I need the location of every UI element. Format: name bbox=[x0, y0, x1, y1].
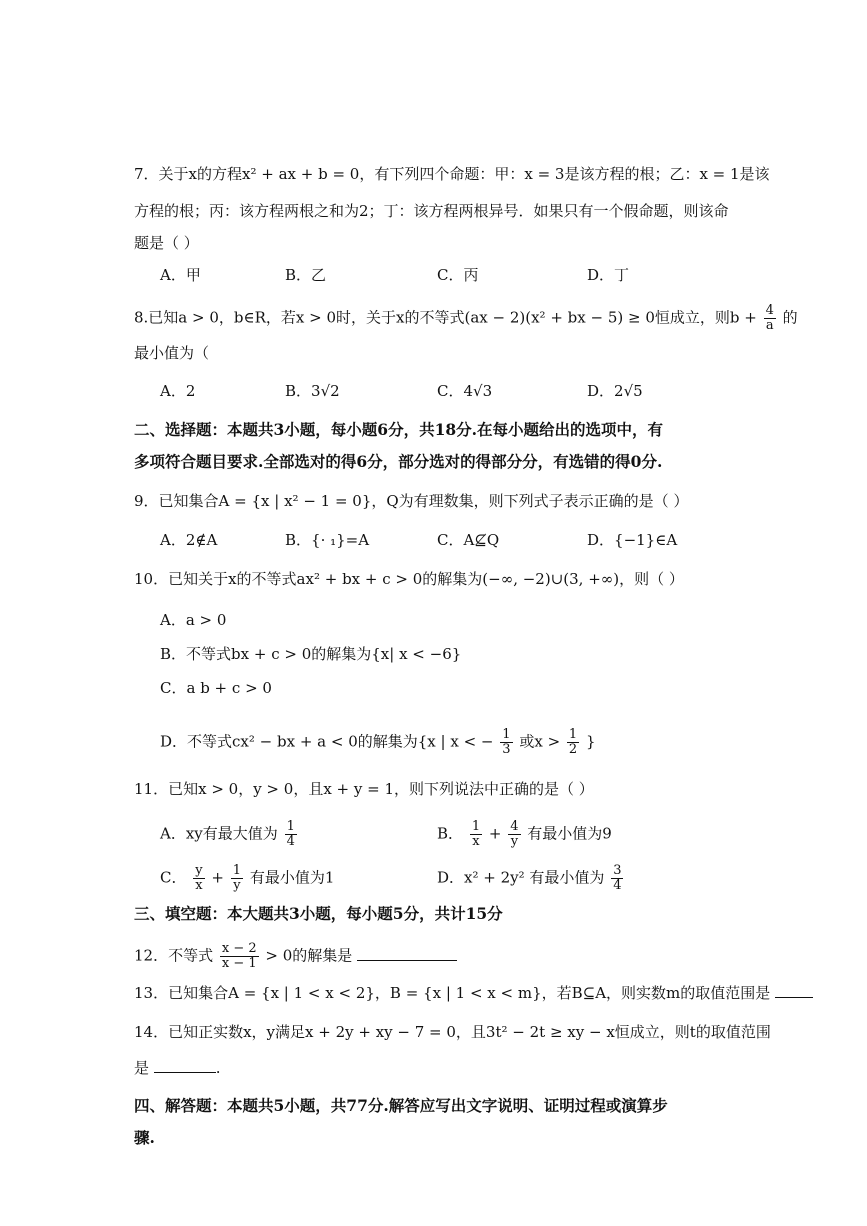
q7-line3: 题是（ ） bbox=[134, 234, 199, 252]
q11-optb-plus: + bbox=[488, 824, 502, 843]
q7-line2: 方程的根；丙：该方程两根之和为2；丁：该方程两根异号．如果只有一个假命题，则该命 bbox=[134, 202, 729, 220]
q11-optd-pre: D．x² + 2y² 有最小值为 bbox=[437, 868, 605, 887]
q10-line1: 10．已知关于x的不等式ax² + bx + c > 0的解集为(−∞, −2)∪(3, +∞)，则（ ） bbox=[134, 570, 684, 588]
q12-post: > 0的解集是 bbox=[265, 946, 353, 965]
q11-optc-frac1 bbox=[193, 864, 204, 893]
q11-option-b bbox=[437, 820, 612, 849]
q12-frac bbox=[220, 942, 259, 971]
q8-frac-num: 4 bbox=[765, 303, 774, 318]
q11-optc-frac2-den: y bbox=[233, 878, 241, 893]
q10-optd-frac2-den: 2 bbox=[568, 742, 578, 757]
q10-option-d bbox=[160, 728, 596, 757]
q14-line1: 14．已知正实数x，y满足x + 2y + xy − 7 = 0，且3t² − 2t ≥ xy − x恒成立，则t的取值范围 bbox=[134, 1023, 771, 1041]
q11-optc-frac2 bbox=[231, 864, 243, 893]
q12-line bbox=[134, 942, 457, 971]
q7-option-c: C．丙 bbox=[437, 266, 479, 284]
q8-frac-den: a bbox=[765, 318, 774, 333]
q7-option-d: D．丁 bbox=[587, 266, 630, 284]
q9-option-d: D．{−1}∈A bbox=[587, 531, 678, 549]
q7-option-b: B．乙 bbox=[285, 266, 327, 284]
q11-opta-frac bbox=[285, 820, 297, 849]
q12-frac-num: x − 2 bbox=[221, 941, 257, 956]
q8-option-a: A．2 bbox=[160, 382, 196, 400]
q13-answer-blank bbox=[775, 983, 813, 998]
section4-line2: 骤. bbox=[134, 1128, 155, 1147]
q10-option-c: C．a b + c > 0 bbox=[160, 679, 272, 697]
q11-optb-frac1-den: x bbox=[472, 834, 480, 849]
q9-option-a: A．2∉A bbox=[160, 531, 218, 549]
q11-optb-pre: B． bbox=[437, 824, 464, 843]
q10-optd-frac1-num: 1 bbox=[502, 727, 511, 742]
q8-option-b: B．3√2 bbox=[285, 382, 340, 400]
q10-optd-frac1-den: 3 bbox=[502, 742, 511, 757]
q12-pre: 12．不等式 bbox=[134, 946, 214, 965]
q10-option-a: A．a > 0 bbox=[160, 611, 227, 629]
q9-option-b: B．{· ₁}=A bbox=[285, 531, 370, 549]
q8-fraction bbox=[764, 304, 776, 333]
q8-line2: 最小值为（ bbox=[134, 344, 210, 362]
q8-line1 bbox=[134, 304, 798, 333]
q9-option-c: C．A⊈Q bbox=[437, 531, 500, 549]
q8-option-c: C．4√3 bbox=[437, 382, 493, 400]
section3-line1: 三、填空题：本大题共3小题，每小题5分，共计15分 bbox=[134, 904, 503, 923]
q14-line2-text: 是 bbox=[134, 1059, 150, 1077]
q13-text: 13．已知集合A = {x | 1 < x < 2}，B = {x | 1 < x < m}，若B⊆A，则实数m的取值范围是 bbox=[134, 984, 771, 1002]
q11-optc-plus: + bbox=[211, 868, 224, 887]
q11-option-c bbox=[160, 864, 334, 893]
q7-option-a: A．甲 bbox=[160, 266, 201, 284]
q11-opta-frac-den: 4 bbox=[286, 834, 295, 849]
q8-option-d: D．2√5 bbox=[587, 382, 643, 400]
section2-line1: 二、选择题：本题共3小题，每小题6分，共18分.在每小题给出的选项中，有 bbox=[134, 420, 664, 439]
q11-optb-frac2-den: y bbox=[510, 834, 519, 849]
q11-optc-frac1-den: x bbox=[195, 878, 203, 893]
q7-line1: 7．关于x的方程x² + ax + b = 0，有下列四个命题：甲：x = 3是该方程的根；乙：x = 1是该 bbox=[134, 165, 770, 183]
q11-line1: 11．已知x > 0，y > 0，且x + y = 1，则下列说法中正确的是（ ） bbox=[134, 780, 594, 798]
q13-line bbox=[134, 983, 813, 1003]
q11-opta-frac-num: 1 bbox=[286, 819, 295, 834]
q11-optb-frac1 bbox=[470, 820, 482, 849]
section4-line1: 四、解答题：本题共5小题，共77分.解答应写出文字说明、证明过程或演算步 bbox=[134, 1096, 668, 1115]
q14-line2: 是 . bbox=[134, 1059, 221, 1077]
q10-optd-pre: D．不等式cx² − bx + a < 0的解集为{x | x < − bbox=[160, 732, 494, 751]
q11-optc-frac2-num: 1 bbox=[232, 863, 242, 878]
q11-opta-pre: A．xy有最大值为 bbox=[160, 824, 278, 843]
q11-optb-end: 有最小值为9 bbox=[527, 824, 612, 843]
q10-optd-frac2 bbox=[567, 728, 579, 757]
q8-line1-text: 8.已知a > 0，b∈R，若x > 0时，关于x的不等式(ax − 2)(x² + bx − 5) ≥ 0恒成立，则b + bbox=[134, 308, 757, 327]
q12-answer-blank bbox=[357, 946, 457, 961]
q11-optc-frac1-num: y bbox=[195, 863, 203, 878]
q11-optd-frac-num: 3 bbox=[613, 863, 622, 878]
q10-optd-frac2-num: 1 bbox=[568, 727, 578, 742]
section2-line2: 多项符合题目要求.全部选对的得6分，部分选对的得部分分，有选错的得0分. bbox=[134, 452, 663, 471]
q11-optb-frac2-num: 4 bbox=[510, 819, 519, 834]
q11-optd-frac-den: 4 bbox=[613, 878, 622, 893]
q10-option-b: B．不等式bx + c > 0的解集为{x| x < −6} bbox=[160, 645, 462, 663]
q11-optc-end: 有最小值为1 bbox=[249, 868, 335, 887]
q11-option-d bbox=[437, 864, 625, 893]
q9-line1: 9．已知集合A = {x | x² − 1 = 0}，Q为有理数集，则下列式子表示正确的是（ ） bbox=[134, 492, 689, 510]
q11-option-a bbox=[160, 820, 299, 849]
q11-optd-frac bbox=[611, 864, 623, 893]
q10-optd-frac1 bbox=[500, 728, 512, 757]
q8-line1-end: 的 bbox=[782, 308, 798, 327]
q10-optd-mid: 或x > bbox=[519, 732, 561, 751]
q12-frac-den: x − 1 bbox=[221, 956, 257, 971]
q11-optb-frac1-num: 1 bbox=[471, 819, 481, 834]
q10-optd-end: } bbox=[585, 732, 596, 751]
q11-optc-pre: C． bbox=[160, 868, 187, 887]
q14-answer-blank bbox=[154, 1058, 216, 1073]
q11-optb-frac2 bbox=[508, 820, 520, 849]
